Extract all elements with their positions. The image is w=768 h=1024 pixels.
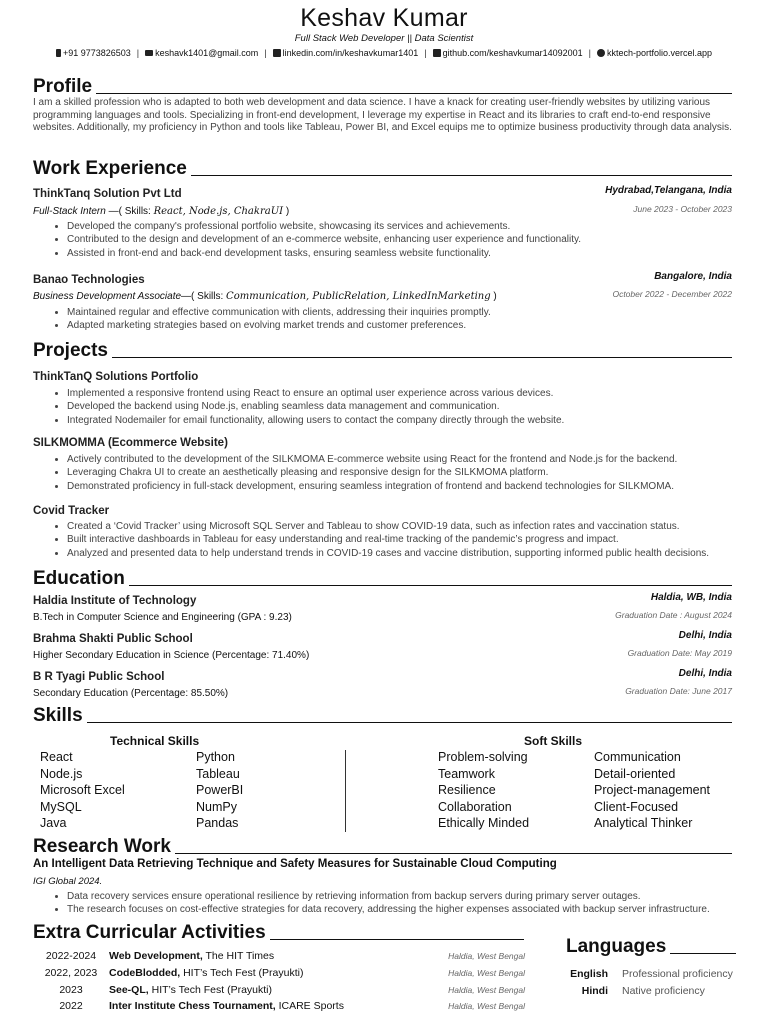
section-heading-skills: Skills — [33, 705, 732, 727]
divider — [112, 357, 732, 358]
school-location: Haldia, WB, India — [650, 592, 732, 603]
soft-skills-col2 — [594, 749, 710, 832]
list-item: • Maintained regular and effective communication with clients, addressing their inquiries promptly. — [67, 306, 491, 319]
section-heading-projects: Projects — [33, 340, 732, 362]
globe-icon — [597, 49, 605, 57]
school-name: B R Tyagi Public School — [33, 671, 165, 683]
language-row: Hindi Native proficiency — [581, 985, 705, 997]
soft-skills-col1 — [438, 749, 529, 832]
school-name: Brahma Shakti Public School — [33, 633, 193, 645]
contact-linkedin[interactable]: linkedin.com/in/keshavkumar1401 — [273, 48, 419, 58]
divider — [129, 585, 732, 586]
contact-bar — [0, 48, 768, 58]
list-item: • Analyzed and presented data to help understand trends in COVID-19 cases and vaccine distribution, supporting informed public health decisions. — [67, 547, 709, 560]
job-bullets — [53, 220, 581, 260]
list-item: • Implemented a responsive frontend using React to ensure an optimal user experience across various devices. — [67, 387, 564, 400]
list-item: • Demonstrated proficiency in full-stack development, ensuring seamless integration of frontend and backend technologies for SILKMOMA. — [67, 480, 677, 493]
project-bullets — [53, 387, 564, 427]
list-item: • Leveraging Chakra UI to create an aesthetically pleasing and responsive design for the SILKMOMA platform. — [67, 466, 677, 479]
degree: B.Tech in Computer Science and Engineering (GPA : 9.23) — [33, 612, 292, 623]
list-item: • The research focuses on cost-effective strategies for data recovery, addressing the higher expenses associated with backup server infrastructure. — [67, 903, 710, 916]
list-item: • Built interactive dashboards in Tableau for easy understanding and real-time tracking of the pandemic’s progress and impact. — [67, 533, 709, 546]
graduation-date: Graduation Date : August 2024 — [615, 610, 732, 620]
skill-item: Client-Focused — [594, 799, 679, 814]
school-location: Delhi, India — [678, 630, 732, 641]
divider — [191, 175, 732, 176]
skill-item: NumPy — [196, 799, 237, 814]
divider — [270, 939, 524, 940]
degree: Higher Secondary Education in Science (Percentage: 71.40%) — [33, 650, 310, 661]
activity-row: 2022-2024 Web Development, The HIT Times Haldia, West Bengal — [45, 950, 525, 962]
job-dates: June 2023 - October 2023 — [633, 204, 732, 214]
section-heading-work: Work Experience — [33, 158, 732, 180]
separator: | — [424, 48, 427, 58]
skill-item: Python — [196, 750, 235, 764]
linkedin-icon — [273, 49, 281, 57]
skill-item: MySQL — [40, 799, 82, 814]
tagline: Full Stack Web Developer || Data Scientist — [294, 33, 474, 44]
list-item: • Integrated Nodemailer for email functionality, allowing users to contact the company directly through the website. — [67, 414, 564, 427]
contact-github[interactable]: github.com/keshavkumar14092001 — [433, 48, 583, 58]
skill-item: Analytical Thinker — [594, 816, 693, 831]
technical-skills-heading: Technical Skills — [110, 734, 200, 748]
job-role: Full-Stack Intern —( Skills: React, Node.js, ChakraUI ) — [33, 206, 290, 217]
candidate-name: Keshav Kumar — [300, 4, 468, 32]
school-name: Haldia Institute of Technology — [33, 595, 197, 607]
graduation-date: Graduation Date: June 2017 — [625, 686, 732, 696]
skill-item: Project-management — [594, 783, 711, 798]
skill-item: Problem-solving — [438, 750, 528, 764]
skill-item: Pandas — [196, 816, 239, 831]
school-location: Delhi, India — [678, 668, 732, 679]
list-item: • Adapted marketing strategies based on evolving market trends and customer preferences. — [67, 319, 491, 332]
company-name: ThinkTanq Solution Pvt Ltd — [33, 188, 182, 200]
activity-row: 2022, 2023 CodeBlodded, HIT’s Tech Fest (Prayukti) Haldia, West Bengal — [44, 967, 525, 979]
divider — [87, 722, 732, 723]
list-item: • Actively contributed to the development of the SILKMOMA E-commerce website using React for the frontend and Node.js for the backend. — [67, 453, 677, 466]
separator: | — [264, 48, 267, 58]
skill-item: Resilience — [438, 783, 496, 798]
section-heading-extracurricular: Extra Curricular Activities — [33, 922, 524, 944]
list-item: • Developed the backend using Node.js, enabling seamless data management and communication. — [67, 400, 564, 413]
skill-item: Collaboration — [438, 799, 512, 814]
contact-phone[interactable]: +91 9773826503 — [56, 48, 131, 58]
list-item: • Developed the company's professional portfolio website, showcasing its services and achievements. — [67, 220, 581, 233]
skill-item: Java — [40, 816, 67, 831]
technical-skills-col2 — [196, 749, 243, 832]
degree: Secondary Education (Percentage: 85.50%) — [33, 688, 229, 699]
job-location: Hydrabad,Telangana, India — [605, 185, 732, 196]
company-name: Banao Technologies — [33, 274, 145, 286]
research-bullets — [53, 890, 710, 917]
divider — [670, 953, 736, 954]
separator: | — [136, 48, 140, 58]
activity-row: 2022 Inter Institute Chess Tournament, ICARE Sports Haldia, West Bengal — [59, 1000, 525, 1012]
skill-item: React — [40, 750, 73, 764]
contact-portfolio[interactable]: kktech-portfolio.vercel.app — [597, 48, 712, 58]
activity-row: 2023 See-QL, HIT’s Tech Fest (Prayukti) Haldia, West Bengal — [59, 984, 525, 996]
publication-title: An Intelligent Data Retrieving Technique and Safety Measures for Sustainable Cloud Computing — [33, 858, 557, 870]
project-bullets — [53, 520, 709, 560]
section-heading-education: Education — [33, 568, 732, 590]
divider — [175, 853, 732, 854]
job-location: Bangalore, India — [654, 271, 732, 282]
list-item: • Assisted in front-end and back-end development tasks, ensuring seamless website functionality. — [67, 247, 581, 260]
skills-divider — [345, 750, 346, 832]
email-icon — [145, 50, 153, 56]
list-item: • Created a ‘Covid Tracker’ using Microsoft SQL Server and Tableau to show COVID-19 data, such as infection rates and vaccination status. — [67, 520, 709, 533]
project-title: SILKMOMMA (Ecommerce Website) — [33, 437, 228, 449]
job-dates: October 2022 - December 2022 — [612, 289, 732, 299]
project-title: Covid Tracker — [33, 505, 110, 517]
job-role: Business Development Associate—( Skills: Communication, PublicRelation, LinkedInMarketing ) — [33, 291, 497, 302]
contact-email[interactable]: keshavk1401@gmail.com — [145, 48, 258, 58]
project-title: ThinkTanQ Solutions Portfolio — [33, 371, 199, 383]
section-heading-languages: Languages — [566, 936, 736, 958]
skill-item: Detail-oriented — [594, 766, 676, 781]
publication-venue: IGI Global 2024. — [33, 876, 103, 887]
list-item: • Contributed to the design and development of an e-commerce website, enhancing user experience and functionality. — [67, 233, 581, 246]
phone-icon — [56, 49, 61, 57]
skill-item: PowerBI — [196, 783, 244, 798]
skill-item: Tableau — [196, 766, 240, 781]
skill-item: Ethically Minded — [438, 816, 530, 831]
skill-item: Microsoft Excel — [40, 783, 125, 798]
graduation-date: Graduation Date: May 2019 — [627, 648, 732, 658]
soft-skills-heading: Soft Skills — [524, 734, 583, 748]
section-heading-research: Research Work — [33, 836, 732, 858]
project-bullets — [53, 453, 677, 493]
language-row: English Professional proficiency — [570, 968, 733, 980]
skill-item: Node.js — [40, 766, 83, 781]
job-bullets — [53, 306, 491, 333]
profile-text: I am a skilled profession who is adapted to both web development and data science. I have a knack for creating user-friendly websites by utilizing various programming languages and tools. Specializing in front-end development, I leverage my expertise in React and its libraries to craft end-to-end responsive websites. Additionally, my proficiency in Python and tools like Tableau, Power BI, and Excel equips me to optimize business productivity through data analysis. — [33, 97, 732, 133]
skill-item: Teamwork — [438, 766, 495, 781]
github-icon — [433, 49, 441, 57]
separator: | — [588, 48, 591, 58]
list-item: • Data recovery services ensure operational resilience by retrieving information from backup servers during primary server outages. — [67, 890, 710, 903]
skill-item: Communication — [594, 750, 681, 764]
technical-skills-col1 — [40, 749, 125, 832]
section-heading-profile: Profile — [33, 76, 732, 98]
divider — [96, 93, 732, 94]
